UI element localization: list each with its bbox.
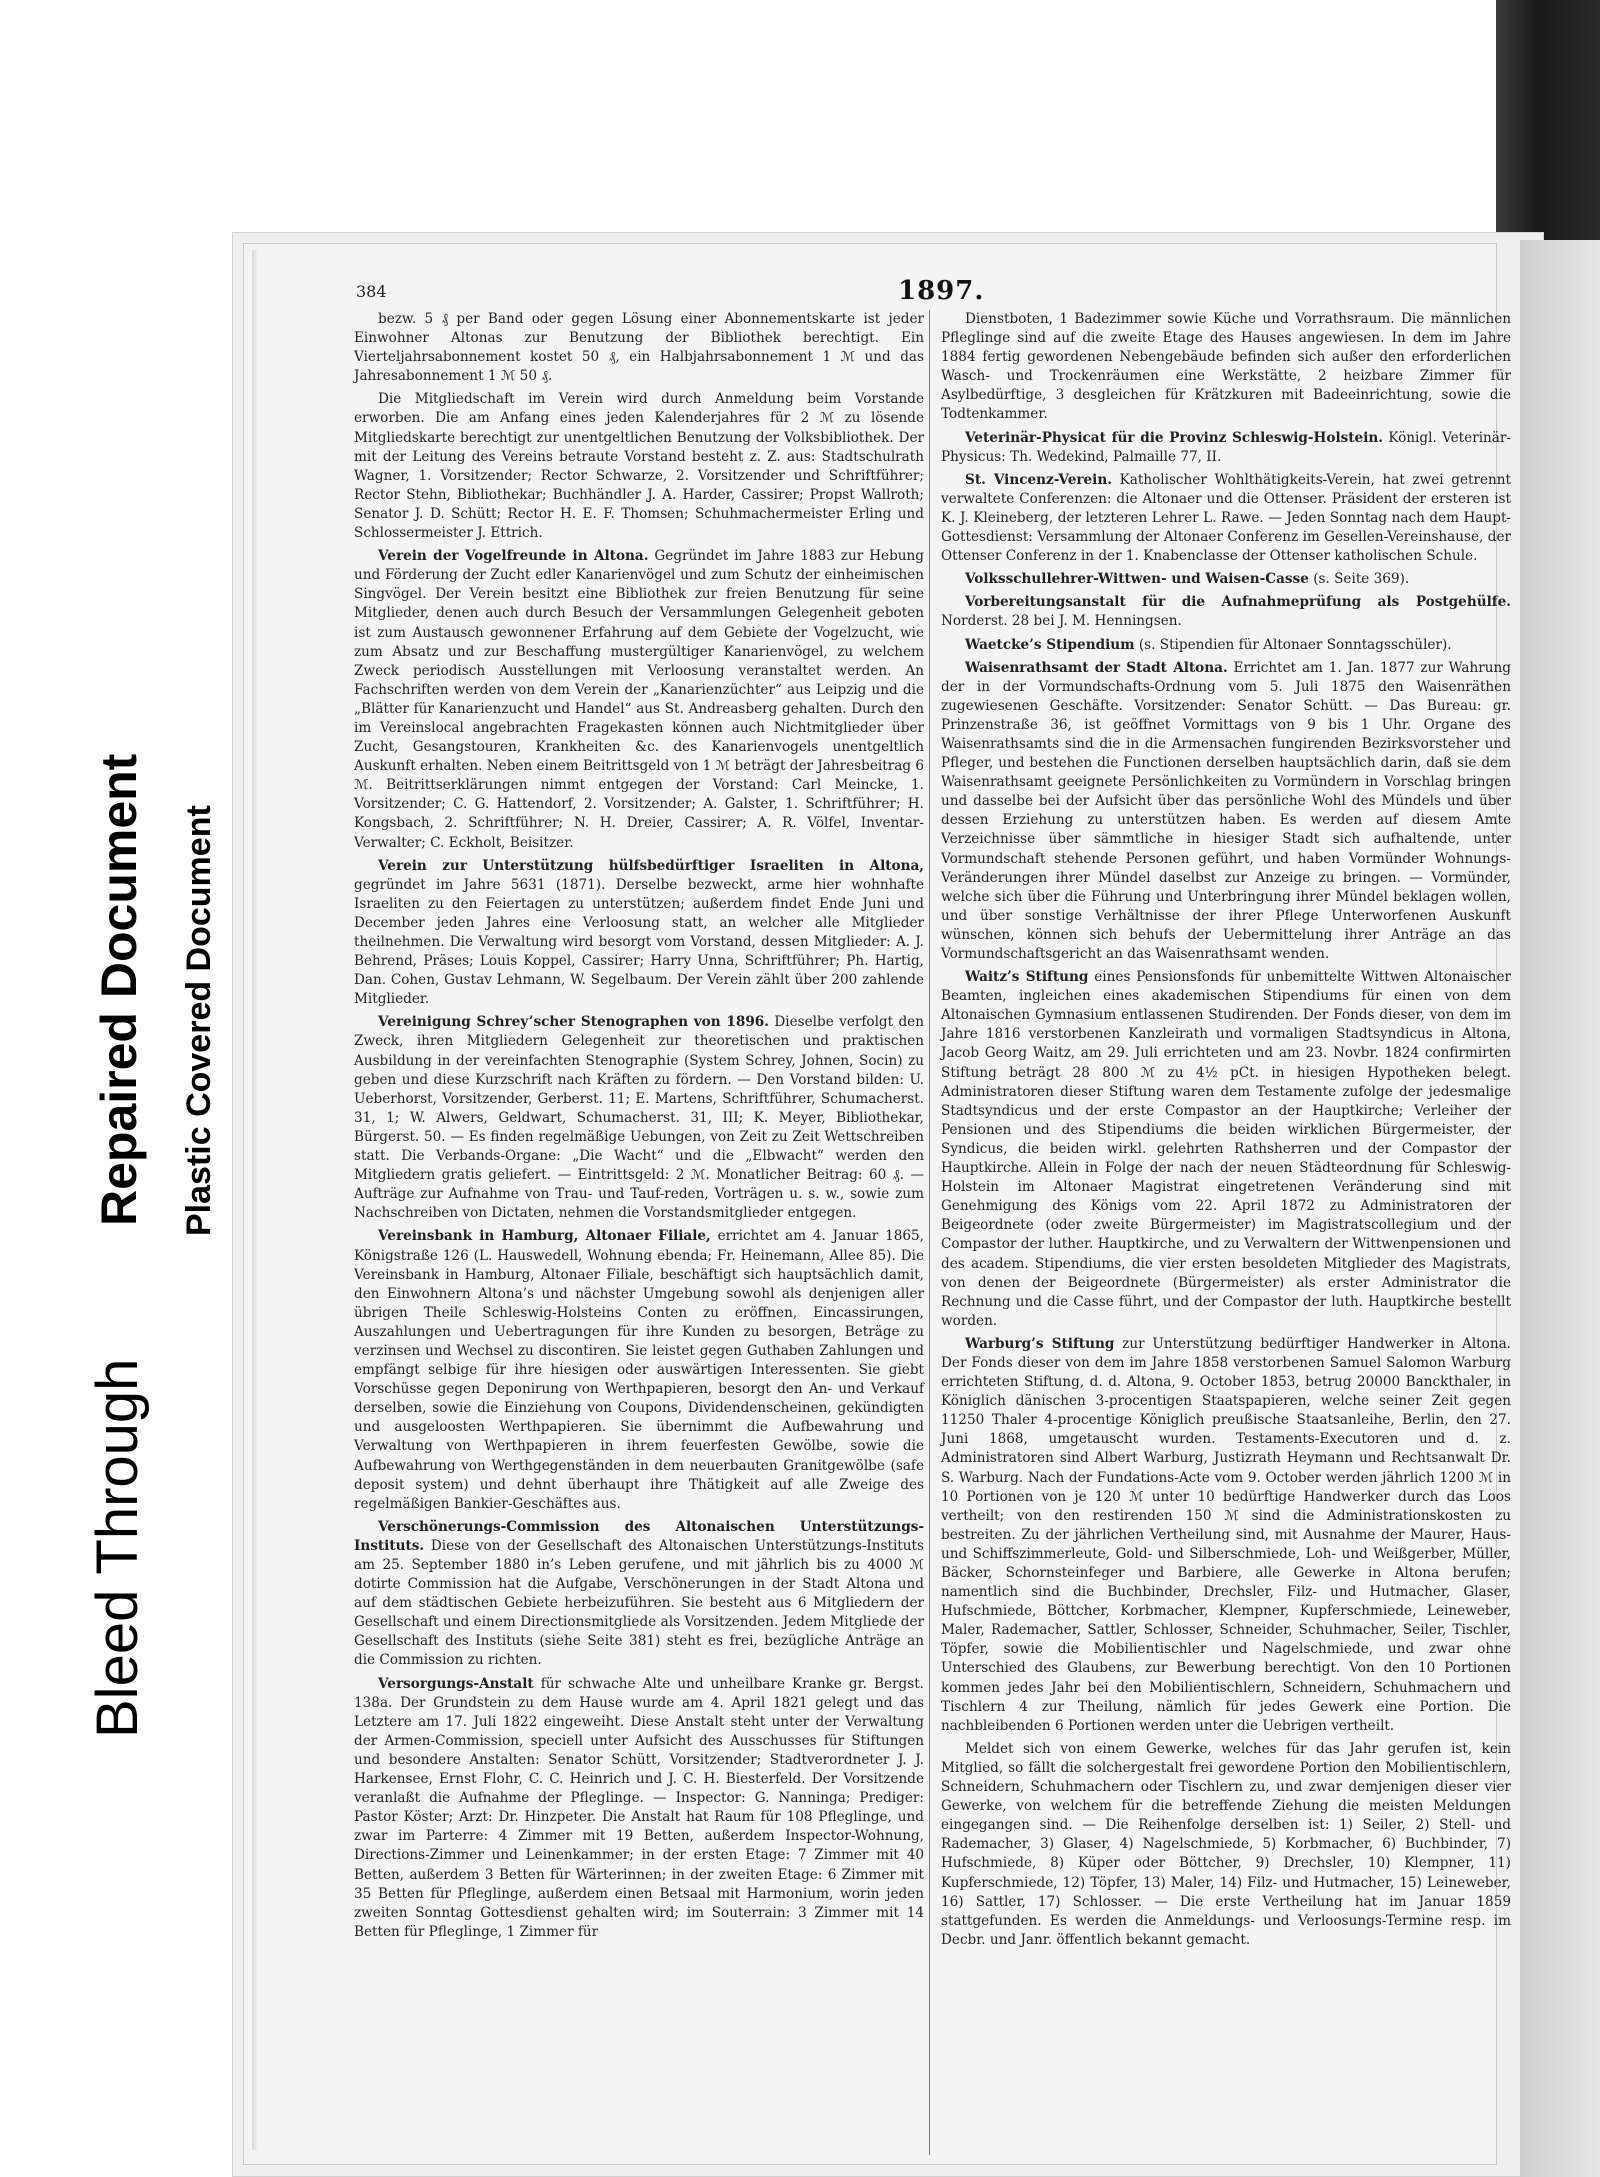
right-column <box>941 310 1511 1954</box>
paragraph <box>354 857 924 1010</box>
label-plastic-covered: Plastic Covered Document <box>180 805 218 1236</box>
paragraph <box>941 570 1511 589</box>
entry-text: (s. Seite 369). <box>1313 571 1410 588</box>
entry-heading: Vereinsbank in Hamburg, Altonaer Filiale, <box>378 1228 711 1245</box>
entry-text: Katholischer Wohlthätigkeits-Verein, hat zwei getrennt verwaltete Conferenzen: die Altonaer und die Ottenser. Präsident der ersteren ist K. J. Kleineberg, der letzteren Lehrer L. Rawe. — Jeden Sonntag nach dem Haupt-Gottesdienst: Versammlung der Altonaer Conferenz im Gesellen-Vereinshause, der Ottenser Conferenz in der 1. Knabenclasse der Ottenser katholischen Schule. <box>941 471 1512 565</box>
entry-text: Norderst. 28 bei J. M. Henningsen. <box>941 613 1182 630</box>
entry-text: Dieselbe verfolgt den Zweck, ihren Mitgliedern Gelegenheit zur theoretischen und praktischen Ausbildung in der vereinfachten Stenographie (System Schrey, Johnen, Socin) zu geben und diese Kurzschrift nach Kräften zu fördern. — Den Vorstand bilden: U. Ueberhorst, Vorsitzender, Gerberst. 11; E. Martens, Schriftführer, Schumacherst. 31, 1; W. Alwers, Geldwart, Schumacherst. 31, III; K. Meyer, Bibliothekar, Bürgerst. 50. — Es finden regelmäßige Uebungen, von Zeit zu Zeit Wettschreiben statt. Die Verbands-Organe: „Die Wacht“ und die „Elbwacht“ werden den Mitgliedern gratis geliefert. — Eintrittsgeld: 2 ℳ. Monatlicher Beitrag: 60 ₰. — Aufträge zur Aufnahme von Trau- und Tauf-reden, Vorträgen u. s. w., sowie zum Nachschreiben von Dictaten, nehmen die Vorstandsmitglieder entgegen. <box>354 1014 924 1222</box>
entry-text: Die Mitgliedschaft im Verein wird durch Anmeldung beim Vorstande erworben. Die am Anfang eines jeden Kalenderjahres für 2 ℳ zu lösende Mitgliedskarte berechtigt zur unentgeltlichen Benutzung der Volksbibliothek. Der mit der Leitung des Vereins betraute Vorstand besteht z. Z. aus: Stadtschulrath Wagner, 1. Vorsitzender; Rector Schwarze, 2. Vorsitzender und Schriftführer; Rector Stehn, Bibliothekar; Buchhändler J. A. Harder, Cassirer; Propst Wallroth; Senator J. D. Schütt; Rector H. E. F. Thomsen; Schuhmachermeister Erling und Schlossermeister J. Ettrich. <box>354 391 924 542</box>
page-number: 384 <box>356 282 387 301</box>
entry-text: Gegründet im Jahre 1883 zur Hebung und Förderung der Zucht edler Kanarienvögel und zum Schutz der einheimischen Singvögel. Der Verein besitzt eine Bibliothek zur freien Benutzung für seine Mitglieder, denen auch durch Besuch der Versammlungen Gelegenheit geboten ist zum Austausch gewonnener Erfahrung auf dem Gebiete der Vogelzucht, wie zum Absatz und zur Beschaffung mustergültiger Kanarienvögel, zu welchem Zweck periodisch Ausstellungen mit Verloosung veranstaltet werden. An Fachschriften werden von dem Verein der „Kanarienzüchter“ aus Leipzig und die „Blätter für Kanarienzucht und Handel“ aus St. Andreasberg gehalten. Durch den im Vereinslocal angebrachten Fragekasten können auch Nichtmitglieder über Zucht, Gesangstouren, Krankheiten &c. des Kanarienvogels unentgeltlich Auskunft erhalten. Neben einem Beitrittsgeld von 1 ℳ beträgt der Jahresbeitrag 6 ℳ. Beitrittserklärungen nimmt entgegen der Vorstand: Carl Meincke, 1. Vorsitzender; C. G. Hattendorf, 2. Vorsitzender; A. Galster, 1. Schriftführer; H. Kongsbach, 2. Schriftführer; N. H. Dreier, Cassirer; A. R. Völfel, Inventar-Verwalter; C. Eckholt, Beisitzer. <box>354 548 925 851</box>
entry-heading: Volksschullehrer-Wittwen- und Waisen-Casse <box>965 571 1309 588</box>
paragraph <box>941 471 1511 566</box>
paragraph <box>941 659 1511 965</box>
entry-text: zur Unterstützung bedürftiger Handwerker in Altona. Der Fonds dieser von dem im Jahre 1858 verstorbenen Samuel Salomon Warburg errichteten Stiftung, d. d. Altona, 9. October 1853, betrug 20000 Banckthaler, in Königlich dänischen 3-procentigen Staatspapieren, welche seiner Zeit gegen 11250 Thaler 4-procentige Königlich preußische Staatsanleihe, Berlin, den 27. Juni 1868, umgetauscht wurden. Testaments-Executoren und d. z. Administratoren sind Albert Warburg, Justizrath Heymann und Rechtsanwalt Dr. S. Warburg. Nach der Fundations-Acte vom 9. October werden jährlich 1200 ℳ in 10 Portionen von je 120 ℳ unter 10 bedürftige Handwerker durch das Loos vertheilt; von den restirenden 150 ℳ sind die Administrationskosten zu bestreiten. Zu der jährlichen Vertheilung sind, mit Ausnahme der Maurer, Haus- und Schiffszimmerleute, Gold- und Silberschmiede, Loh- und Weißgerber, Müller, Bäcker, Schornsteinfeger und Barbiere, alle Gewerke in Altona berufen; namentlich sind die Buchbinder, Drechsler, Filz- und Hutmacher, Glaser, Hufschmiede, Böttcher, Korbmacher, Klempner, Kupferschmiede, Leineweber, Maler, Rademacher, Sattler, Schlosser, Schneider, Schuhmacher, Seiler, Tischler, Töpfer, sowie die Mobilientischler und Nagelschmiede, und zwar ohne Unterschied des Glaubens, zur Bewerbung berechtigt. Von den 10 Portionen kommen jedes Jahr bei den Mobilientischlern, Schneidern, Schuhmachern und Tischlern 4 zur Theilung, nämlich für jedes Gewerk eine Portion. Die nachbleibenden 6 Portionen werden unter die Uebrigen vertheilt. <box>941 1335 1512 1734</box>
entry-text: (s. Stipendien für Altonaer Sonntagsschüler). <box>1138 636 1452 653</box>
entry-heading: Verschönerungs-Commission des Altonaischen Unterstützungs-Instituts. <box>354 1518 924 1554</box>
entry-text: bezw. 5 ₰ per Band oder gegen Lösung einer Abonnementskarte ist jeder Einwohner Altonas zur Benutzung der Bibliothek berechtigt. Ein Vierteljahrsabonnement kostet 50 ₰, ein Halbjahrsabonnement 1 ℳ und das Jahresabonnement 1 ℳ 50 ₰. <box>354 311 924 385</box>
entry-heading: Verein zur Unterstützung hülfsbedürftiger Israeliten in Altona, <box>378 857 924 874</box>
paragraph <box>354 1227 924 1513</box>
paragraph <box>354 1013 924 1223</box>
entry-heading: Warburg’s Stiftung <box>965 1335 1115 1352</box>
entry-text: Errichtet am 1. Jan. 1877 zur Wahrung der in der Vormundschafts-Ordnung vom 5. Juli 1875 den Waisenräthen zugewiesenen Geschäfte. Vorsitzender: Senator Schütt. — Das Bureau: gr. Prinzenstraße 36, ist geöffnet Vormittags von 9 bis 1 Uhr. Organe des Waisenrathsamts sind die in die Armensachen fungirenden Bezirksvorsteher und Pfleger, und bestehen die Functionen derselben hauptsächlich darin, daß sie dem Waisenrathsamt geeignete Persönlichkeiten zu Vormündern in Vorschlag bringen und dasselbe bei der Aufsicht über das persönliche Wohl des Mündels und über dessen Erziehung zu unterstützen haben. Es werden auf diesem Amte Verzeichnisse über sämmtliche in hiesiger Stadt sich aufhaltende, unter Vormundschaft stehende Personen geführt, und haben Vormünder Wohnungs-Veränderungen ihrer Mündel daselbst zur Anzeige zu bringen. — Vormünder, welche sich über die Führung und Unterbringung ihrer Mündel beklagen wollen, und über sonstige Verhältnisse der ihrer Pflege Unterworfenen Auskunft wünschen, können sich behufs der Uebermittelung ihrer Anträge an das Vormundschaftsgericht an das Waisenrathsamt wenden. <box>941 659 1512 962</box>
page-edge <box>252 250 258 2150</box>
column-divider <box>929 310 930 2155</box>
entry-text: für schwache Alte und unheilbare Kranke gr. Bergst. 138a. Der Grundstein zu dem Hause wurde am 4. April 1821 gelegt und das Letztere am 17. Juli 1822 eingeweiht. Diese Anstalt steht unter der Verwaltung der Armen-Commission, speciell unter Aufsicht des Ausschusses für Stiftungen und besondere Anstalten: Senator Schütt, Vorsitzender; Stadtverordneter J. J. Harkensee, Ernst Flohr, C. C. Heinrich und J. C. H. Biesterfeld. Der Vorsitzende veranlaßt die Aufnahme der Pfleglinge. — Inspector: G. Nanninga; Prediger: Pastor Köster; Arzt: Dr. Hinzpeter. Die Anstalt hat Raum für 108 Pfleglinge, und zwar im Parterre: 4 Zimmer mit 19 Betten, außerdem Inspector-Wohnung, Directions-Zimmer und Leinenkammer; in der ersten Etage: 7 Zimmer mit 40 Betten, außerdem 3 Betten für Wärterinnen; in der zweiten Etage: 6 Zimmer mit 35 Betten für Pfleglinge, außerdem einen Betsaal mit Harmonium, worin jeden zweiten Sonntag Gottesdienst gehalten wird; im Souterrain: 3 Zimmer mit 14 Betten für Pfleglinge, 1 Zimmer für <box>354 1675 924 1940</box>
page-year: 1897. <box>898 276 985 306</box>
entry-text: Dienstboten, 1 Badezimmer sowie Küche und Vorrathsraum. Die männlichen Pfleglinge sind auf die zweite Etage des Hauses angewiesen. In dem im Jahre 1884 fertig gewordenen Nebengebäude befinden sich außer den erforderlichen Wasch- und Trockenräumen eine Werkstätte, 2 heizbare Zimmer für Asylbedürftige, 3 desgleichen für Krätzkuren mit Badeeinrichtung, sowie die Todtenkammer. <box>941 311 1511 423</box>
entry-heading: Waitz’s Stiftung <box>965 969 1089 986</box>
entry-heading: St. Vincenz-Verein. <box>965 471 1112 488</box>
entry-text: Königl. Veterinär-Physicus: Th. Wedekind, Palmaille 77, II. <box>941 429 1511 465</box>
entry-heading: Versorgungs-Anstalt <box>378 1675 534 1692</box>
entry-heading: Vereinigung Schrey’scher Stenographen von 1896. <box>378 1014 769 1031</box>
label-repaired-document: Repaired Document <box>91 753 147 1226</box>
entry-text: errichtet am 4. Januar 1865, Königstraße 126 (L. Hauswedell, Wohnung ebenda; Fr. Heinemann, Allee 85). Die Vereinsbank in Hamburg, Altonaer Filiale, beschäftigt sich hauptsächlich damit, den Einwohnern Altona’s und nächster Umgebung sowohl als denjenigen aller übrigen Theile Schleswig-Holsteins Conten zu eröffnen, Eincassirungen, Auszahlungen und Uebertragungen für ihre Kunden zu besorgen, Beträge zu verzinsen und Wechsel zu discontiren. Sie leistet gegen Guthaben Zahlungen und empfängt selbige für ihre hiesigen oder auswärtigen Interessenten. Sie giebt Vorschüsse gegen Deponirung von Werthpapieren, besorgt den An- und Verkauf derselben, sowie die Einziehung von Coupons, Dividendenscheinen, gekündigten und ausgeloosten Werthpapieren. Sie übernimmt die Aufbewahrung und Verwaltung von Werthpapieren in ihrem feuerfesten Gewölbe, sowie die Aufbewahrung von Werthgegenständen in dem neuerbauten Granitgewölbe (safe deposit system) und dehnt überhaupt ihre Thätigkeit auf alle Zweige des regelmäßigen Bankier-Geschäftes aus. <box>354 1228 925 1512</box>
paragraph <box>941 636 1511 655</box>
entry-text: Meldet sich von einem Gewerke, welches für das Jahr gerufen ist, kein Mitglied, so fällt die solchergestalt frei gewordene Portion den Mobilientischlern, Schneidern, Schuhmachern oder Tischlern zu, und zwar demjenigen dieser vier Gewerke, von welchem für die betreffende Ziehung die meisten Meldungen eingegangen sind. — Die Reihenfolge derselben ist: 1) Seiler, 2) Stell- und Rademacher, 3) Glaser, 4) Nagelschmiede, 5) Korbmacher, 6) Buchbinder, 7) Hufschmiede, 8) Küper oder Böttcher, 9) Drechsler, 10) Klempner, 11) Kupferschmiede, 12) Töpfer, 13) Maler, 14) Filz- und Hutmacher, 15) Leineweber, 16) Sattler, 17) Schlosser. — Die erste Vertheilung hat im Januar 1859 stattgefunden. Es werden die Anmeldungs- und Verloosungs-Termine resp. im Decbr. und Janr. öffentlich bekannt gemacht. <box>941 1740 1511 1948</box>
entry-heading: Waetcke’s Stipendium <box>965 636 1135 653</box>
paragraph <box>354 1675 924 1942</box>
entry-heading: Verein der Vogelfreunde in Altona. <box>378 548 649 565</box>
paragraph <box>354 310 924 386</box>
entry-heading: Veterinär-Physicat für die Provinz Schleswig-Holstein. <box>965 429 1383 446</box>
paragraph <box>354 390 924 543</box>
paragraph <box>941 429 1511 467</box>
paragraph <box>354 547 924 853</box>
paragraph <box>941 310 1511 425</box>
left-column <box>354 310 924 1946</box>
label-bleed-through: Bleed Through <box>85 1358 150 1738</box>
paragraph <box>941 1740 1511 1950</box>
paragraph <box>354 1518 924 1671</box>
entry-text: Diese von der Gesellschaft des Altonaischen Unterstützungs-Instituts am 25. September 1880 in’s Leben gerufene, und mit jährlich bis zu 4000 ℳ dotirte Commission hat die Aufgabe, Verschönerungen in der Stadt Altona und auf dem städtischen Gebiete herbeizuführen. Sie besteht aus 6 Mitgliedern der Gesellschaft und einem Directionsmitgliede als Vorsitzenden. Jedem Mitgliede der Gesellschaft des Instituts (siehe Seite 381) steht es frei, bezügliche Anträge an die Commission zu richten. <box>354 1537 924 1669</box>
entry-text: gegründet im Jahre 5631 (1871). Derselbe bezweckt, arme hier wohnhafte Israeliten zu den Feiertagen zu unterstützen; außerdem findet Ende Juni und December jeden Jahres eine Verloosung statt, an welcher alle Mitglieder theilnehmen. Die Verwaltung wird besorgt vom Vorstand, dessen Mitglieder: A. J. Behrend, Präses; Louis Koppel, Cassirer; Harry Unna, Schriftführer; Ph. Hartig, Dan. Cohen, Gustav Lehmann, W. Segelbaum. Der Verein zählt über 200 zahlende Mitglieder. <box>354 876 924 1008</box>
book-edge <box>1520 240 1600 2177</box>
paragraph <box>941 593 1511 631</box>
paragraph <box>941 1335 1511 1736</box>
entry-heading: Vorbereitungsanstalt für die Aufnahmeprüfung als Postgehülfe. <box>965 594 1511 611</box>
entry-text: eines Pensionsfonds für unbemittelte Wittwen Altonaischer Beamten, ingleichen eines akademischen Stipendiums für einen von dem Altonaischen Gymnasium entlassenen Studirenden. Der Fonds dieser, von dem im Jahre 1816 verstorbenen Kanzleirath und vormaligen Stadtsyndicus in Altona, Jacob Georg Waitz, am 29. Juli errichteten und am 23. Novbr. 1824 confirmirten Stiftung beträgt 28 800 ℳ zu 4½ pCt. in hiesigen Hypotheken belegt. Administratoren dieser Stiftung waren dem Testamente zufolge der jedesmalige Stadtsyndicus und der erste Compastor an der Hauptkirche; Verleiher der Pensionen und des Stipendiums die beiden wirklichen Bürgermeister, der Syndicus, die beiden wirkl. gelehrten Rathsherren und der Compastor der Hauptkirche. Allein in Folge der nach der neuen Städteordnung für Schleswig-Holstein im Altonaer Magistrat eingetretenen Veränderung sind mit Genehmigung des Königs vom 22. April 1872 zu Administratoren der Beigeordnete (oder zweite Bürgermeister) im Magistratscollegium und der Compastor der luther. Hauptkirche, und zu Verwaltern der Wittwenpensionen und des academ. Stipendiums, die vier ersten besoldeten Mitglieder des Magistrats, von denen der Beigeordnete (Bürgermeister) als erster Administrator die Rechnung und die Casse führt, und der Compastor der luth. Hauptkirche bestellt worden. <box>941 969 1511 1329</box>
paragraph <box>941 968 1511 1331</box>
entry-heading: Waisenrathsamt der Stadt Altona. <box>965 659 1228 676</box>
